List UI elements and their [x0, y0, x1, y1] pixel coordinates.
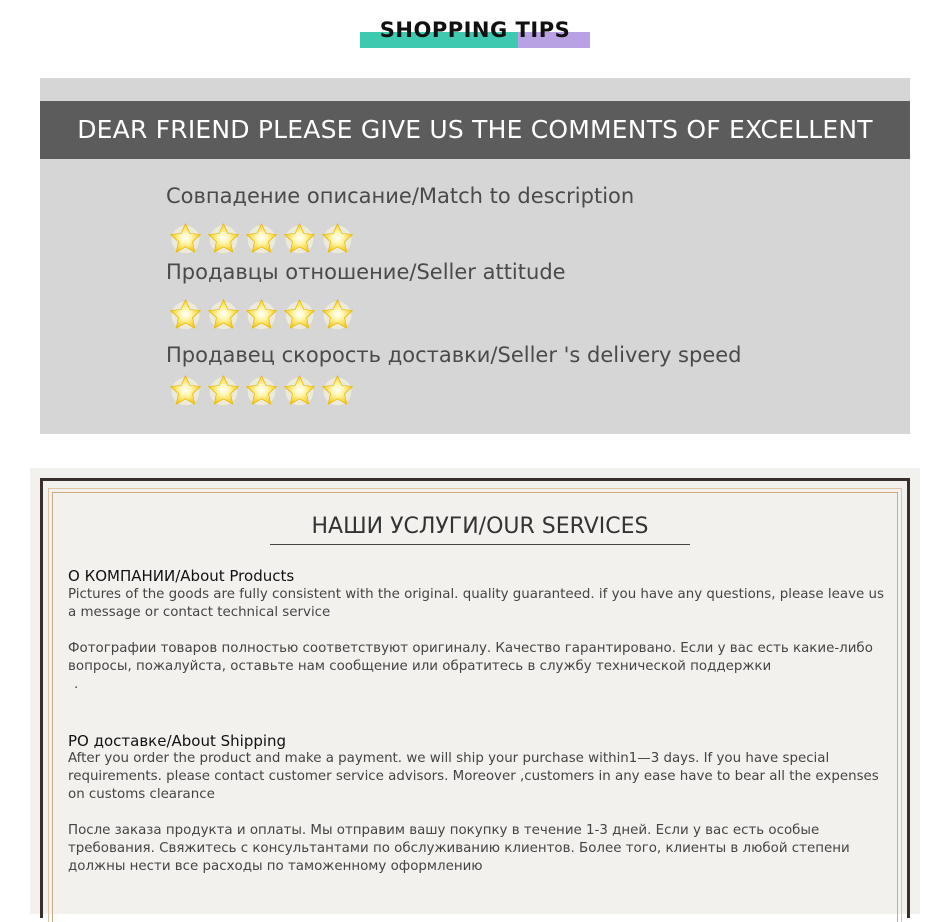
services-title-underline	[270, 544, 690, 545]
criterion-label-description: Совпадение описание/Match to description	[166, 184, 635, 208]
star-icon	[281, 220, 318, 257]
star-icon	[243, 372, 280, 409]
star-icon	[205, 372, 242, 409]
criterion-label-attitude: Продавцы отношение/Seller attitude	[166, 260, 566, 284]
about-shipping-heading: PO доставке/About Shipping	[68, 732, 287, 750]
star-icon	[319, 220, 356, 257]
star-icon	[167, 220, 204, 257]
star-icon	[205, 220, 242, 257]
services-card	[30, 468, 920, 914]
about-products-heading: О КОМПАНИИ/About Products	[68, 567, 295, 585]
about-products-text-en: Pictures of the goods are fully consistent with the original. quality guaranteed. if you have any questions, please leave us a message or contact technical service	[68, 587, 884, 620]
about-shipping-text-ru: После заказа продукта и оплаты. Мы отправим вашу покупку в течение 1-3 дней. Если у вас есть особые требования. Свяжитесь с консультантами по обслуживанию клиентов. Более того, клиенты в любой степени должны нести все расходы по таможенному оформлению	[68, 823, 850, 874]
services-title: НАШИ УСЛУГИ/OUR SERVICES	[311, 514, 649, 539]
about-products-dot: .	[74, 677, 79, 692]
shopping-tips-title: SHOPPING TIPS	[379, 18, 571, 42]
star-icon	[205, 296, 242, 333]
star-icon	[281, 372, 318, 409]
stars-row-delivery	[167, 372, 356, 412]
about-shipping-text-en: After you order the product and make a payment. we will ship your purchase within1—3 days. If you have special requirements. please contact customer service advisors. Moreover ,customers in any ease have to bear all the expenses on customs clearance	[68, 751, 879, 802]
shopping-tips-header	[360, 18, 590, 48]
criterion-label-delivery: Продавец скорость доставки/Seller 's delivery speed	[166, 343, 742, 367]
star-icon	[319, 372, 356, 409]
star-icon	[243, 220, 280, 257]
star-icon	[319, 296, 356, 333]
rating-panel	[40, 78, 910, 434]
stars-row-attitude	[167, 296, 356, 336]
about-products-text-ru: Фотографии товаров полностью соответствуют оригиналу. Качество гарантировано. Если у вас есть какие-либо вопросы, пожалуйста, оставьте нам сообщение или обратитесь в службу технической поддержки	[68, 641, 873, 674]
star-icon	[281, 296, 318, 333]
star-icon	[167, 372, 204, 409]
star-icon	[167, 296, 204, 333]
stars-row-description	[167, 220, 356, 260]
star-icon	[243, 296, 280, 333]
rating-banner: DEAR FRIEND PLEASE GIVE US THE COMMENTS OF EXCELLENT	[40, 101, 910, 159]
